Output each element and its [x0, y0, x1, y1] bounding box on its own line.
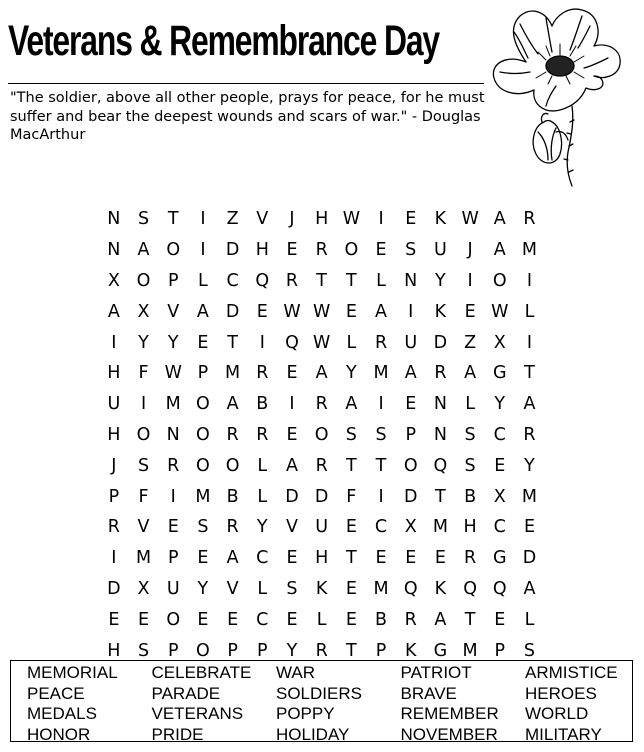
grid-letter: I — [259, 332, 265, 353]
grid-letter: M — [462, 640, 478, 661]
grid-letter: A — [434, 609, 447, 630]
grid-letter: I — [170, 486, 176, 507]
grid-letter: W — [342, 209, 360, 230]
grid-letter: P — [108, 486, 120, 507]
grid-letter: I — [289, 394, 295, 415]
grid-letter: R — [107, 517, 120, 538]
grid-letter: K — [434, 209, 447, 230]
grid-letter: X — [137, 301, 150, 322]
grid-letter: E — [286, 240, 298, 261]
grid-letter: V — [285, 517, 298, 538]
word-list-item: PATRIOT — [400, 663, 472, 683]
grid-letter: L — [316, 609, 327, 630]
grid-letter: D — [522, 548, 537, 569]
grid-letter: K — [404, 640, 417, 661]
grid-letter: Y — [256, 517, 268, 538]
grid-letter: C — [493, 424, 506, 445]
grid-letter: A — [523, 394, 536, 415]
grid-letter: R — [404, 609, 417, 630]
grid-letter: O — [136, 270, 151, 291]
grid-letter: R — [523, 209, 536, 230]
grid-letter: E — [345, 578, 357, 599]
grid-letter: T — [345, 640, 357, 661]
word-list-item: WAR — [276, 663, 316, 683]
grid-letter: L — [524, 609, 535, 630]
word-list-item: VETERANS — [151, 704, 244, 724]
grid-letter: E — [405, 394, 417, 415]
grid-letter: F — [138, 486, 149, 507]
grid-letter: E — [345, 517, 357, 538]
grid-letter: C — [493, 517, 506, 538]
grid-letter: I — [378, 394, 384, 415]
grid-letter: I — [408, 301, 414, 322]
grid-letter: J — [111, 455, 117, 476]
grid-letter: O — [166, 240, 181, 261]
word-list-item: HOLIDAY — [276, 724, 350, 744]
grid-letter: U — [434, 240, 447, 261]
grid-letter: H — [255, 240, 269, 261]
grid-letter: A — [404, 363, 417, 384]
grid-letter: E — [286, 609, 298, 630]
grid-letter: L — [346, 332, 357, 353]
grid-letter: S — [137, 455, 150, 476]
grid-letter: U — [166, 578, 180, 599]
grid-letter: R — [374, 332, 388, 353]
grid-letter: M — [432, 517, 448, 538]
grid-letter: I — [378, 209, 384, 230]
grid-letter: C — [256, 548, 269, 569]
grid-letter: Z — [226, 209, 239, 230]
grid-letter: O — [196, 394, 210, 415]
grid-letter: O — [403, 455, 418, 476]
grid-letter: K — [434, 578, 447, 599]
grid-letter: I — [467, 270, 473, 291]
grid-letter: V — [167, 301, 180, 322]
grid-letter: M — [521, 486, 538, 507]
grid-letter: S — [137, 640, 150, 661]
grid-letter: W — [313, 332, 331, 353]
grid-letter: S — [375, 424, 387, 445]
grid-letter: X — [137, 578, 150, 599]
grid-letter: E — [434, 548, 446, 569]
grid-letter: W — [491, 301, 509, 322]
grid-letter: V — [256, 209, 269, 230]
grid-letter: P — [405, 424, 416, 445]
grid-letter: K — [434, 301, 447, 322]
grid-letter: L — [465, 394, 475, 415]
grid-letter: Q — [285, 332, 299, 353]
grid-letter: T — [316, 270, 327, 291]
grid-letter: Y — [138, 332, 149, 353]
grid-letter: U — [404, 332, 418, 353]
grid-letter: Y — [167, 332, 179, 353]
grid-letter: G — [433, 640, 448, 661]
grid-letter: A — [226, 548, 239, 569]
grid-letter: W — [313, 301, 331, 322]
grid-letter: D — [433, 332, 448, 353]
grid-letter: Q — [403, 578, 418, 599]
grid-letter: S — [464, 455, 476, 476]
grid-letter: Y — [345, 363, 357, 384]
grid-letter: M — [165, 394, 181, 415]
grid-letter: M — [373, 578, 389, 599]
grid-letter: S — [523, 640, 536, 661]
grid-letter: X — [404, 517, 417, 538]
grid-letter: M — [373, 363, 389, 384]
grid-letter: R — [315, 394, 328, 415]
grid-letter: H — [107, 640, 121, 661]
grid-letter: I — [111, 548, 117, 569]
grid-letter: A — [137, 240, 150, 261]
grid-letter: A — [523, 578, 536, 599]
grid-letter: N — [107, 240, 121, 261]
grid-letter: P — [257, 640, 268, 661]
grid-letter: I — [111, 332, 117, 353]
grid-letter: S — [286, 578, 298, 599]
grid-letter: O — [136, 424, 151, 445]
word-list-item: HEROES — [525, 683, 597, 703]
grid-letter: E — [108, 609, 120, 630]
grid-letter: E — [138, 609, 150, 630]
grid-letter: P — [167, 640, 179, 661]
grid-letter: E — [494, 455, 506, 476]
grid-letter: W — [461, 209, 479, 230]
grid-letter: J — [467, 240, 473, 261]
grid-letter: A — [226, 394, 239, 415]
grid-letter: R — [523, 424, 536, 445]
grid-letter: C — [256, 609, 269, 630]
page-title: Veterans & Remembrance Day — [8, 17, 439, 65]
grid-letter: X — [493, 332, 506, 353]
grid-letter: T — [375, 455, 387, 476]
grid-letter: E — [256, 301, 268, 322]
grid-letter: X — [107, 270, 120, 291]
grid-letter: L — [376, 270, 386, 291]
grid-letter: Z — [464, 332, 477, 353]
grid-letter: R — [434, 363, 447, 384]
grid-letter: D — [225, 301, 240, 322]
word-search-grid — [99, 204, 545, 666]
grid-letter: T — [345, 455, 357, 476]
grid-letter: L — [257, 455, 268, 476]
grid-letter: W — [164, 363, 182, 384]
grid-letter: E — [286, 424, 298, 445]
grid-letter: C — [374, 517, 388, 538]
quote-text: "The soldier, above all other people, prays for peace, for he must suffer and bear the deepest wounds and scars of war." - Douglas MacArthur — [10, 90, 485, 143]
word-list-item: HONOR — [27, 724, 91, 744]
grid-letter: T — [524, 363, 535, 384]
grid-letter: P — [197, 363, 209, 384]
grid-letter: R — [285, 270, 299, 291]
grid-letter: R — [315, 240, 328, 261]
grid-letter: A — [196, 301, 209, 322]
grid-letter: I — [140, 394, 147, 415]
grid-letter: P — [227, 640, 238, 661]
grid-letter: I — [200, 209, 206, 230]
grid-letter: D — [285, 486, 299, 507]
grid-letter: P — [494, 640, 506, 661]
grid-letter: P — [167, 270, 179, 291]
grid-letter: R — [226, 517, 239, 538]
grid-letter: T — [167, 209, 179, 230]
grid-letter: A — [375, 301, 388, 322]
grid-letter: N — [433, 394, 447, 415]
word-list — [27, 663, 644, 745]
grid-letter: O — [225, 455, 240, 476]
grid-letter: M — [521, 240, 538, 261]
grid-letter: A — [345, 394, 358, 415]
word-list-item: PARADE — [151, 683, 221, 703]
grid-letter: O — [344, 240, 359, 261]
grid-letter: S — [345, 424, 357, 445]
grid-letter: R — [315, 455, 328, 476]
grid-letter: E — [464, 301, 476, 322]
grid-letter: S — [137, 209, 150, 230]
grid-letter: E — [345, 301, 357, 322]
grid-letter: Y — [494, 394, 506, 415]
word-list-item: WORLD — [525, 704, 589, 724]
grid-letter: D — [225, 240, 240, 261]
grid-letter: F — [346, 486, 357, 507]
word-list-item: POPPY — [276, 704, 335, 724]
grid-letter: I — [526, 270, 533, 291]
grid-letter: Q — [463, 578, 477, 599]
grid-letter: D — [403, 486, 418, 507]
grid-letter: R — [315, 640, 328, 661]
grid-letter: B — [226, 486, 239, 507]
grid-letter: E — [405, 548, 417, 569]
grid-letter: N — [166, 424, 180, 445]
grid-letter: B — [375, 609, 388, 630]
grid-letter: C — [226, 270, 239, 291]
grid-letter: H — [463, 517, 477, 538]
grid-letter: E — [494, 609, 506, 630]
word-list-box — [10, 660, 633, 742]
grid-letter: E — [375, 240, 387, 261]
grid-letter: T — [345, 270, 357, 291]
grid-letter: H — [315, 548, 329, 569]
grid-letter: V — [137, 517, 150, 538]
grid-letter: D — [314, 486, 329, 507]
poppy-icon — [486, 2, 638, 188]
grid-letter: U — [107, 394, 121, 415]
grid-letter: S — [464, 424, 476, 445]
grid-letter: M — [225, 363, 241, 384]
word-list-item: SOLDIERS — [276, 683, 362, 703]
grid-letter: D — [107, 578, 121, 599]
grid-letter: E — [197, 548, 209, 569]
grid-letter: E — [375, 548, 387, 569]
grid-letter: T — [435, 486, 446, 507]
word-list-item: PRIDE — [151, 724, 204, 744]
grid-letter: S — [405, 240, 417, 261]
grid-letter: L — [198, 270, 208, 291]
grid-letter: L — [257, 578, 268, 599]
word-list-item: PEACE — [27, 683, 85, 703]
grid-letter: Y — [524, 455, 535, 476]
grid-letter: B — [464, 486, 477, 507]
grid-letter: G — [493, 363, 507, 384]
grid-letter: O — [492, 270, 507, 291]
grid-letter: V — [226, 578, 239, 599]
grid-letter: Q — [433, 455, 448, 476]
word-list-item: MEMORIAL — [27, 663, 118, 683]
grid-letter: N — [107, 209, 121, 230]
word-list-item: NOVEMBER — [400, 724, 498, 744]
grid-letter: R — [256, 363, 269, 384]
grid-letter: A — [285, 455, 298, 476]
grid-letter: R — [256, 424, 269, 445]
grid-letter: H — [315, 209, 329, 230]
grid-letter: O — [196, 424, 210, 445]
grid-letter: P — [375, 640, 387, 661]
grid-letter: E — [523, 517, 535, 538]
grid-letter: E — [345, 609, 357, 630]
grid-letter: T — [227, 332, 238, 353]
grid-letter: A — [315, 363, 328, 384]
grid-letter: H — [107, 424, 121, 445]
grid-letter: G — [493, 548, 507, 569]
grid-letter: B — [256, 394, 269, 415]
grid-letter: E — [405, 209, 417, 230]
grid-letter: Y — [286, 640, 298, 661]
grid-letter: Q — [492, 578, 507, 599]
grid-letter: L — [257, 486, 268, 507]
grid-letter: Y — [435, 270, 446, 291]
title-rule — [8, 83, 484, 84]
grid-letter: I — [526, 332, 533, 353]
grid-letter: K — [315, 578, 328, 599]
grid-letter: N — [433, 424, 447, 445]
grid-letter: E — [197, 609, 209, 630]
word-list-item: MILITARY — [525, 724, 602, 744]
grid-letter: E — [286, 548, 298, 569]
grid-letter: N — [404, 270, 418, 291]
grid-letter: M — [135, 548, 152, 569]
grid-letter: T — [345, 548, 357, 569]
grid-letter: E — [167, 517, 179, 538]
grid-letter: O — [196, 640, 210, 661]
word-list-item: BRAVE — [400, 683, 457, 703]
grid-letter: E — [286, 363, 298, 384]
grid-letter: J — [289, 209, 295, 230]
word-list-item: ARMISTICE — [525, 663, 618, 683]
word-list-item: REMEMBER — [400, 704, 499, 724]
grid-letter: E — [197, 332, 209, 353]
word-list-item: CELEBRATE — [151, 663, 252, 683]
grid-letter: S — [197, 517, 209, 538]
grid-letter: Y — [197, 578, 209, 599]
word-list-item: MEDALS — [27, 704, 97, 724]
grid-letter: R — [167, 455, 180, 476]
grid-letter: O — [196, 455, 210, 476]
grid-letter: R — [464, 548, 477, 569]
grid-letter: T — [464, 609, 476, 630]
grid-letter: A — [493, 209, 506, 230]
grid-letter: H — [107, 363, 121, 384]
grid-letter: P — [167, 548, 179, 569]
grid-letter: X — [493, 486, 506, 507]
grid-letter: F — [138, 363, 149, 384]
grid-letter: O — [314, 424, 329, 445]
grid-letter: I — [200, 240, 206, 261]
grid-letter: R — [226, 424, 239, 445]
grid-letter: W — [283, 301, 301, 322]
grid-letter: A — [493, 240, 506, 261]
grid-letter: I — [378, 486, 384, 507]
grid-letter: E — [227, 609, 239, 630]
grid-letter: U — [315, 517, 329, 538]
grid-letter: O — [166, 609, 181, 630]
grid-letter: A — [464, 363, 477, 384]
grid-letter: L — [524, 301, 535, 322]
grid-letter: Q — [255, 270, 270, 291]
grid-letter: M — [195, 486, 211, 507]
grid-letter: A — [107, 301, 120, 322]
